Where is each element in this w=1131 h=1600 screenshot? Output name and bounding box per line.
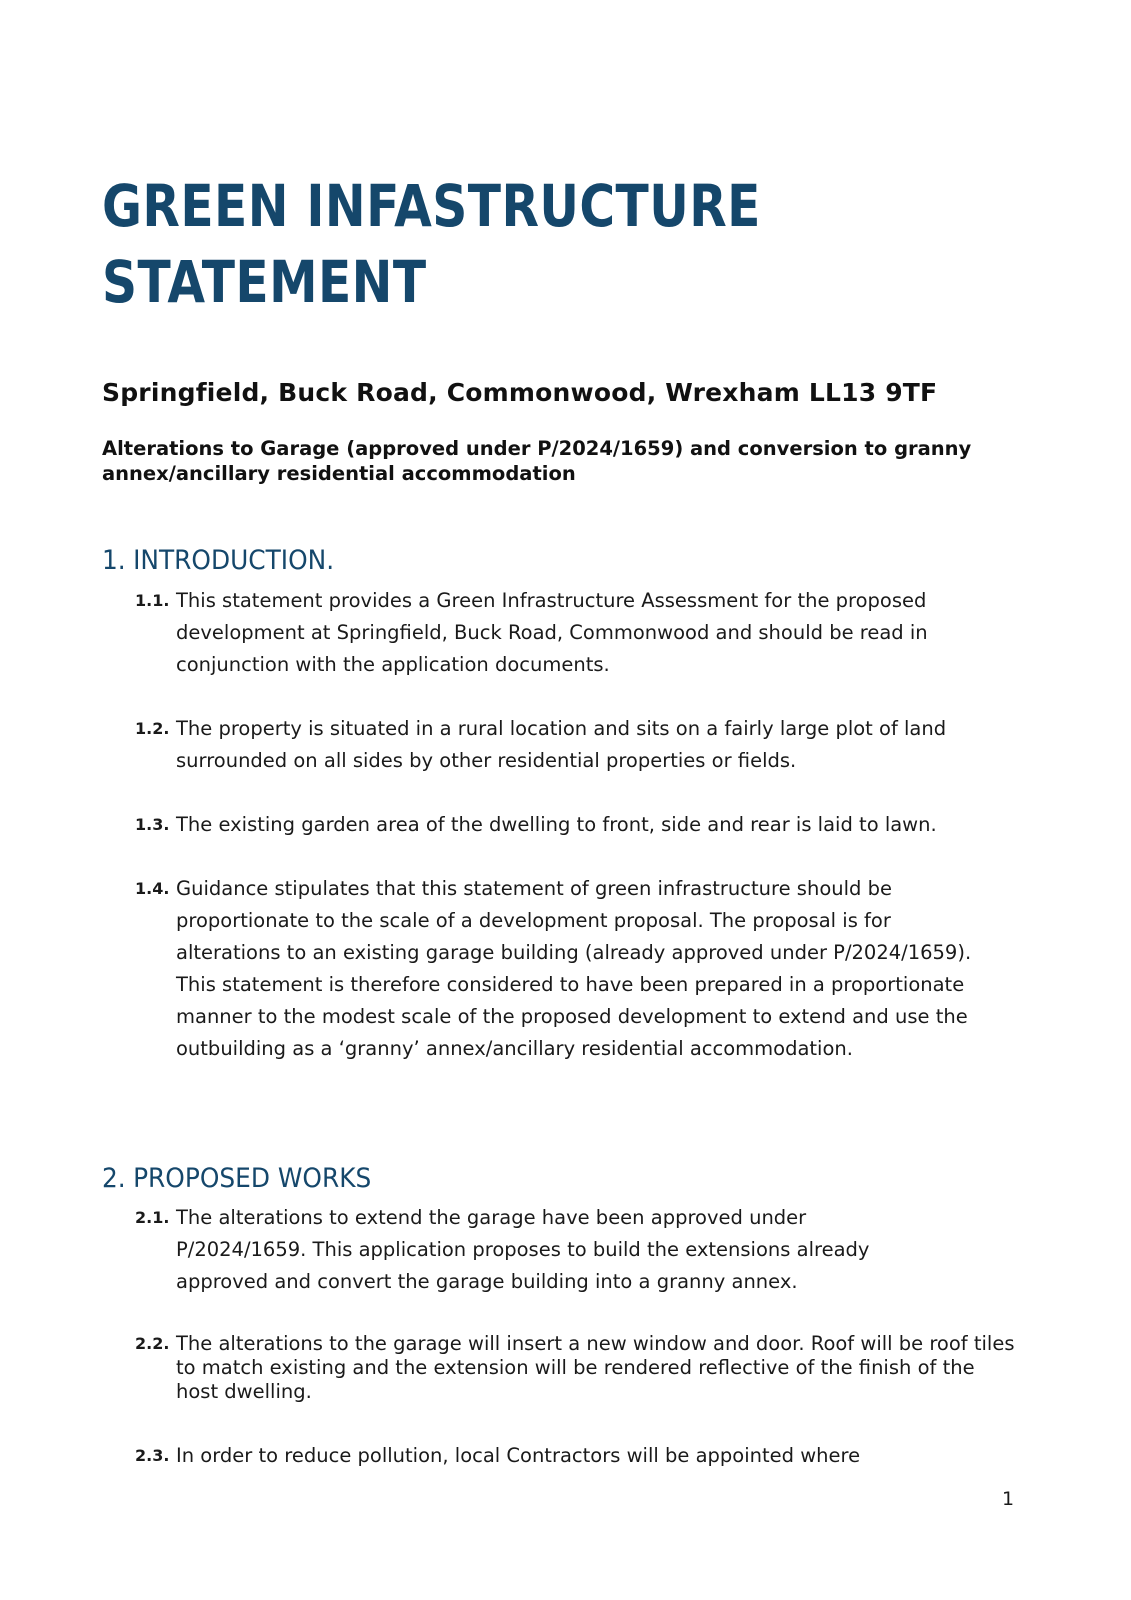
section-number: 2. xyxy=(102,1163,126,1194)
paragraph-number: 1.2. xyxy=(135,719,170,738)
document-title xyxy=(102,168,761,320)
paragraph-text: Guidance stipulates that this statement of green infrastructure should be proportionate to the scale of a development proposal. The proposal is for alterations to an existing garage building (already approved under P/2024/1659). This statement is therefore considered to have been prepared in a proportionate manner to the modest scale of the proposed development to extend and use the outbuilding as a ‘granny’ annex/ancillary residential accommodation. xyxy=(176,877,972,1060)
paragraph-number: 2.1. xyxy=(135,1208,170,1227)
paragraph-number: 2.3. xyxy=(135,1446,170,1465)
section-number: 1. xyxy=(102,545,126,576)
paragraph-1-2 xyxy=(135,713,1006,777)
section-heading-introduction xyxy=(102,545,334,576)
paragraph-2-1 xyxy=(135,1202,926,1298)
paragraph-text: The alterations to the garage will insert a new window and door. Roof will be roof tiles to match existing and the extension will be rendered reflective of the finish of the host dwelling. xyxy=(176,1332,1015,1403)
paragraph-number: 1.4. xyxy=(135,879,170,898)
paragraph-1-3 xyxy=(135,809,1006,841)
proposal-description: Alterations to Garage (approved under P/2024/1659) and conversion to granny annex/ancillary residential accommodation xyxy=(102,437,972,485)
paragraph-2-3 xyxy=(135,1440,1006,1472)
paragraph-number: 2.2. xyxy=(135,1334,170,1353)
section-title: INTRODUCTION. xyxy=(133,545,335,576)
section-heading-proposed-works xyxy=(102,1163,371,1194)
document-title-line-2: STATEMENT xyxy=(102,248,427,316)
paragraph-text: The existing garden area of the dwelling to front, side and rear is laid to lawn. xyxy=(176,813,937,836)
paragraph-number: 1.3. xyxy=(135,815,170,834)
page-number: 1 xyxy=(1002,1488,1015,1510)
paragraph-text: The property is situated in a rural location and sits on a fairly large plot of land surrounded on all sides by other residential properties or fields. xyxy=(176,717,947,772)
paragraph-text: The alterations to extend the garage have been approved under P/2024/1659. This application proposes to build the extensions already approved and convert the garage building into a granny annex. xyxy=(176,1206,870,1293)
paragraph-number: 1.1. xyxy=(135,591,170,610)
site-address: Springfield, Buck Road, Commonwood, Wrexham LL13 9TF xyxy=(102,378,938,407)
paragraph-text: This statement provides a Green Infrastructure Assessment for the proposed development at Springfield, Buck Road, Commonwood and should be read in conjunction with the application documents. xyxy=(176,589,928,676)
paragraph-1-4 xyxy=(135,873,976,1065)
section-title: PROPOSED WORKS xyxy=(133,1163,372,1194)
paragraph-2-2 xyxy=(135,1332,1021,1404)
paragraph-1-1 xyxy=(135,585,976,681)
document-title-line-1: GREEN INFASTRUCTURE xyxy=(102,172,761,240)
paragraph-text: In order to reduce pollution, local Contractors will be appointed where xyxy=(176,1444,861,1467)
